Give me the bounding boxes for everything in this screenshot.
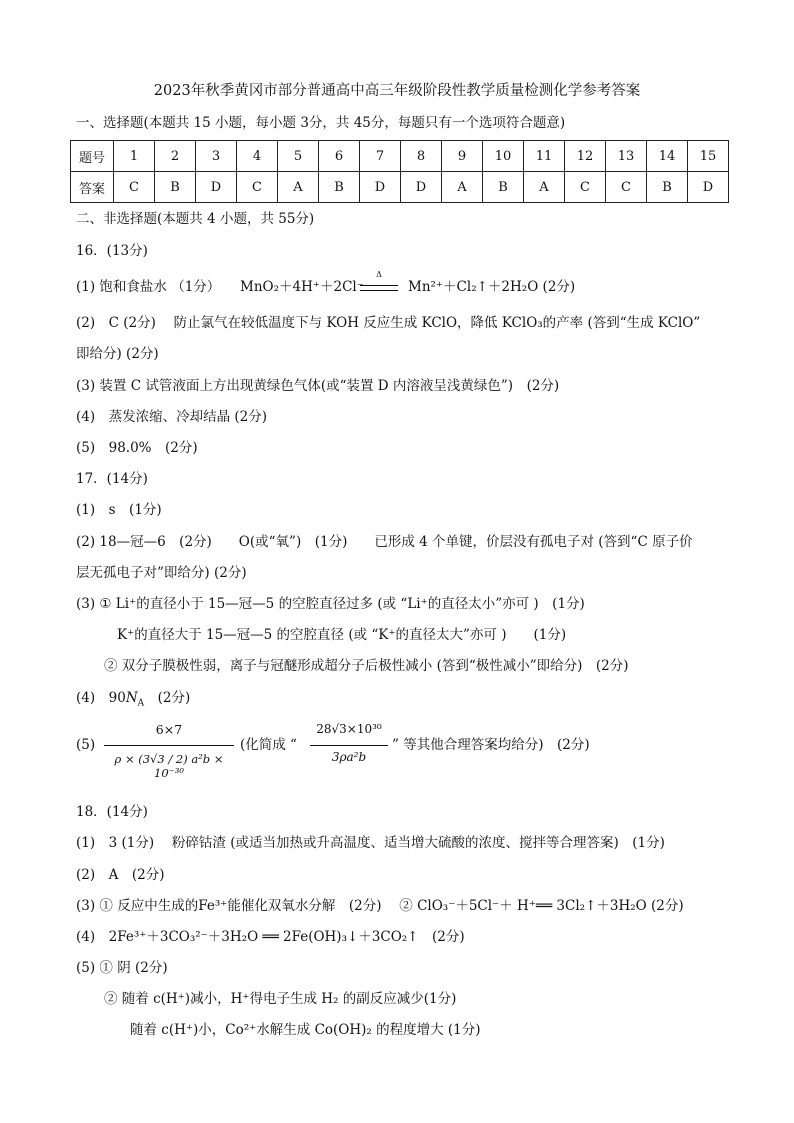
q17-5-denominator: ρ × (3√3 / 2) a²b × 10⁻³⁰	[114, 752, 224, 780]
q17-4-prefix: (4) 90	[76, 690, 126, 706]
q17-4-avogadro: N	[125, 690, 138, 706]
q17-5-note-b: ” 等其他合理答案均给分) (2分)	[392, 737, 590, 753]
q17-5-note-a: (化简成 “	[240, 737, 297, 753]
q16-answer-1a: (1) 饱和食盐水 （1分）	[76, 279, 221, 295]
q17-answer-4	[76, 689, 190, 707]
page-title: 2023年秋季黄冈市部分普通高中高三年级阶段性教学质量检测化学参考答案	[153, 83, 641, 99]
table-cell: 15	[688, 141, 729, 172]
section-nonchoice-heading: 二、非选择题(本题共 4 小题，共 55分)	[76, 211, 315, 227]
table-cell: 3	[196, 141, 237, 172]
q17-answer-3a: (3) ① Li⁺的直径小于 15—冠—5 的空腔直径过多 (或 “Li⁺的直径太小”亦可 ) (1分)	[76, 596, 585, 612]
q17-4-avogadro-sub: A	[137, 698, 145, 709]
q17-5-simplified-bar	[310, 745, 388, 746]
q18-answer-1: (1) 3 (1分) 粉碎钴渣 (或适当加热或升高温度、适当增大硫酸的浓度、搅拌等合理答案) (1分)	[76, 835, 665, 851]
table-cell: C	[565, 172, 606, 203]
table-cell: D	[688, 172, 729, 203]
table-row-numbers	[71, 141, 729, 172]
q17-4-score: (2分)	[157, 690, 191, 706]
table-cell: D	[401, 172, 442, 203]
table-cell: 13	[606, 141, 647, 172]
q16-answer-2b: 即给分) (2分)	[76, 346, 159, 362]
table-cell: C	[114, 172, 155, 203]
q18-answer-5b: ② 随着 c(H⁺)减小，H⁺得电子生成 H₂ 的副反应减少(1分)	[104, 991, 457, 1007]
q17-5-simplified-numerator: 28√3×10³⁰	[316, 722, 382, 736]
table-header-number: 题号	[71, 141, 114, 172]
table-cell: C	[237, 172, 278, 203]
table-cell: B	[155, 172, 196, 203]
table-cell: D	[360, 172, 401, 203]
table-cell: A	[278, 172, 319, 203]
q17-answer-2b: 层无孤电子对”即给分) (2分)	[76, 565, 247, 581]
q16-header: 16．(13分)	[76, 243, 148, 259]
q17-5-fraction-bar	[104, 745, 234, 746]
table-cell: C	[606, 172, 647, 203]
table-cell: A	[442, 172, 483, 203]
q16-answer-4: (4) 蒸发浓缩、冷却结晶 (2分)	[76, 409, 268, 425]
q18-answer-4: (4) 2Fe³⁺＋3CO₃²⁻＋3H₂O ══ 2Fe(OH)₃↓＋3CO₂↑ (2分)	[76, 929, 465, 945]
q16-answer-3: (3) 装置 C 试管液面上方出现黄绿色气体(或“装置 D 内溶液呈浅黄绿色”) (2分)	[76, 378, 560, 394]
q16-equation-right: Mn²⁺＋Cl₂↑＋2H₂O (2分)	[408, 279, 576, 295]
table-cell: 11	[524, 141, 565, 172]
q18-answer-5c: 随着 c(H⁺)小，Co²⁺水解生成 Co(OH)₂ 的程度增大 (1分)	[130, 1022, 481, 1038]
table-cell: 6	[319, 141, 360, 172]
table-cell: 14	[647, 141, 688, 172]
table-cell: B	[647, 172, 688, 203]
q18-header: 18．(14分)	[76, 804, 148, 820]
q18-answer-3: (3) ① 反应中生成的Fe³⁺能催化双氧水分解 (2分) ② ClO₃⁻＋5Cl⁻＋ H⁺══ 3Cl₂↑＋3H₂O (2分)	[76, 898, 684, 914]
section-choice-heading: 一、选择题(本题共 15 小题，每小题 3分，共 45分，每题只有一个选项符合题意)	[76, 115, 566, 131]
q17-answer-1: (1) s (1分)	[76, 502, 162, 518]
table-cell: 8	[401, 141, 442, 172]
q16-answer-2: (2) C (2分) 防止氯气在较低温度下与 KOH 反应生成 KClO，降低 KClO₃的产率 (答到“生成 KClO”	[76, 315, 701, 331]
table-cell: 10	[483, 141, 524, 172]
q18-answer-5a: (5) ① 阴 (2分)	[76, 960, 168, 976]
q17-answer-3c: ② 双分子膜极性弱，离子与冠醚形成超分子后极性减小 (答到“极性减小”即给分) (2分)	[104, 658, 629, 674]
table-cell: 5	[278, 141, 319, 172]
table-header-answer: 答案	[71, 172, 114, 203]
q16-equation-left: MnO₂＋4H⁺＋2Cl⁻	[240, 279, 364, 295]
table-cell: 1	[114, 141, 155, 172]
table-cell: 12	[565, 141, 606, 172]
table-cell: 7	[360, 141, 401, 172]
table-cell: D	[196, 172, 237, 203]
q17-5-numerator: 6×7	[155, 722, 183, 737]
q17-5-simplified-denominator: 3ρa²b	[331, 750, 367, 764]
table-cell: B	[319, 172, 360, 203]
table-cell: B	[483, 172, 524, 203]
table-cell: 9	[442, 141, 483, 172]
table-cell: 2	[155, 141, 196, 172]
q17-header: 17．(14分)	[76, 471, 148, 487]
q18-answer-2: (2) A (2分)	[76, 867, 165, 883]
q17-answer-3b: K⁺的直径大于 15—冠—5 的空腔直径 (或 “K⁺的直径太大”亦可 ) (1分)	[117, 627, 567, 643]
table-cell: 4	[237, 141, 278, 172]
q16-answer-5: (5) 98.0% (2分)	[76, 440, 198, 456]
q17-5-label: (5)	[76, 737, 96, 753]
table-row-answers	[71, 172, 729, 203]
table-cell: A	[524, 172, 565, 203]
q16-equals-sign	[360, 285, 398, 291]
answer-table	[70, 140, 729, 203]
q16-heat-condition: Δ	[376, 270, 382, 279]
q17-answer-2: (2) 18—冠—6 (2分) O(或“氧”) (1分) 已形成 4 个单键，价层没有孤电子对 (答到“C 原子价	[76, 534, 693, 550]
